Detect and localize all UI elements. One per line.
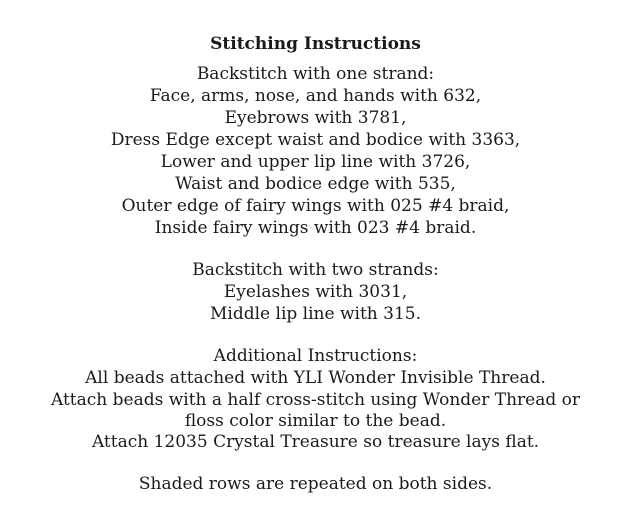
instruction-line: Outer edge of fairy wings with 025 #4 braid, — [121, 196, 510, 216]
instruction-line: Attach 12035 Crystal Treasure so treasure lays flat. — [91, 432, 540, 452]
instruction-line: floss color similar to the bead. — [184, 411, 447, 431]
instruction-line: Middle lip line with 315. — [210, 304, 421, 324]
instruction-line: Attach beads with a half cross-stitch using Wonder Thread or — [50, 390, 581, 410]
footer-note: Shaded rows are repeated on both sides. — [138, 474, 493, 494]
instruction-line: All beads attached with YLI Wonder Invisible Thread. — [85, 368, 546, 388]
section-heading-one-strand: Backstitch with one strand: — [196, 64, 435, 84]
instruction-line: Lower and upper lip line with 3726, — [160, 152, 471, 172]
section-heading-two-strands: Backstitch with two strands: — [192, 260, 439, 280]
instruction-line: Eyelashes with 3031, — [223, 282, 408, 302]
instruction-line: Face, arms, nose, and hands with 632, — [149, 86, 482, 106]
section-heading-additional: Additional Instructions: — [213, 346, 418, 366]
instruction-line: Eyebrows with 3781, — [224, 108, 407, 128]
instruction-line: Inside fairy wings with 023 #4 braid. — [154, 218, 477, 238]
instruction-line: Waist and bodice edge with 535, — [175, 174, 456, 194]
instruction-line: Dress Edge except waist and bodice with 3363, — [110, 130, 521, 150]
page-title: Stitching Instructions — [210, 34, 421, 54]
